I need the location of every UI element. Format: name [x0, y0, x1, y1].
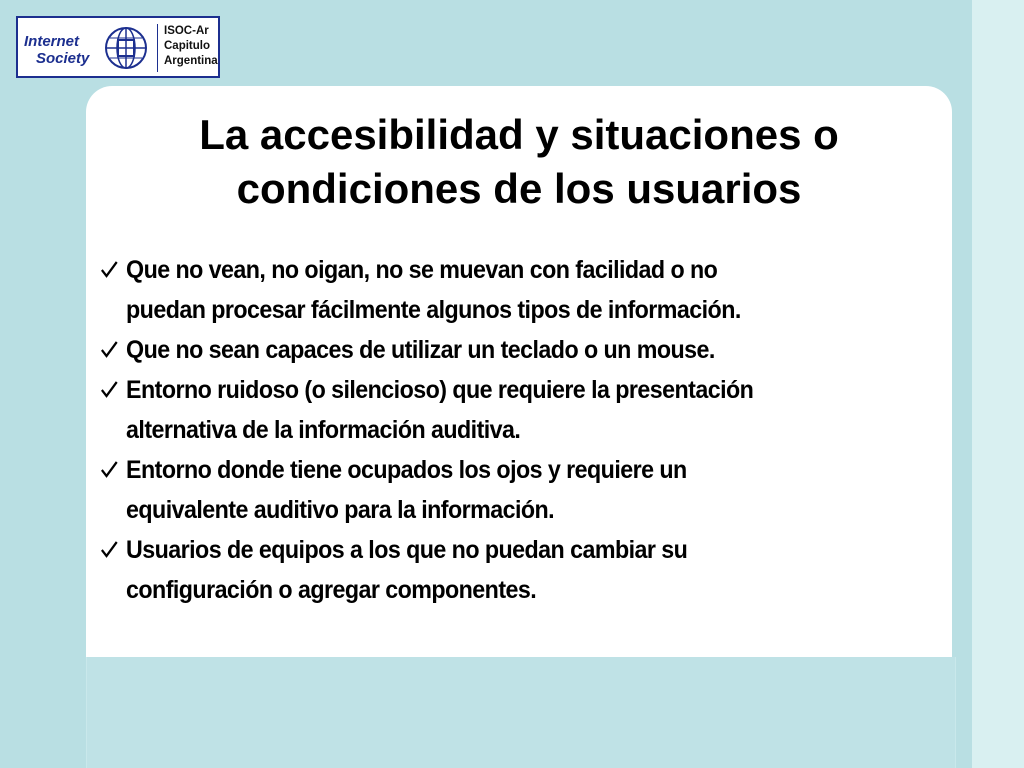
background-right-strip	[972, 0, 1024, 768]
chapter-name	[164, 24, 218, 69]
globe-grid-icon	[106, 28, 146, 68]
chapter-line: Capitulo	[164, 40, 210, 52]
bullet-item	[100, 450, 881, 530]
brand-line1: Internet	[24, 33, 80, 50]
bullet-line: configuración o agregar componentes.	[126, 576, 537, 604]
bullet-line: Entorno ruidoso (o silencioso) que requiere la presentación	[126, 376, 754, 404]
bullet-item	[100, 530, 881, 610]
bullet-line: Entorno donde tiene ocupados los ojos y requiere un	[126, 456, 687, 484]
bullet-line: Usuarios de equipos a los que no puedan cambiar su	[126, 536, 688, 564]
bullet-line: puedan procesar fácilmente algunos tipos de información.	[126, 296, 741, 324]
checkmark-icon	[100, 459, 119, 479]
bullet-line: equivalente auditivo para la información.	[126, 496, 555, 524]
title-line: La accesibilidad y situaciones o	[199, 111, 839, 158]
content-card	[86, 86, 952, 657]
bullet-item	[100, 330, 881, 370]
bullet-line: alternativa de la información auditiva.	[126, 416, 521, 444]
checkmark-icon	[100, 379, 119, 399]
bullet-line: Que no vean, no oigan, no se muevan con facilidad o no	[126, 256, 718, 284]
bullet-line: Que no sean capaces de utilizar un teclado o un mouse.	[126, 336, 715, 364]
logo-divider	[157, 24, 158, 72]
bottom-band	[86, 657, 956, 768]
checkmark-icon	[100, 339, 119, 359]
bullet-list	[100, 250, 940, 610]
slide-title	[86, 108, 952, 216]
brand-line2: Society	[36, 50, 90, 67]
chapter-line: Argentina	[164, 55, 218, 67]
checkmark-icon	[100, 539, 119, 559]
checkmark-icon	[100, 259, 119, 279]
isoc-logo	[16, 16, 220, 78]
internet-society-logo-icon	[22, 22, 154, 74]
title-line: condiciones de los usuarios	[236, 165, 802, 212]
bullet-item	[100, 370, 881, 450]
bullet-item	[100, 250, 881, 330]
chapter-line: ISOC-Ar	[164, 25, 209, 37]
